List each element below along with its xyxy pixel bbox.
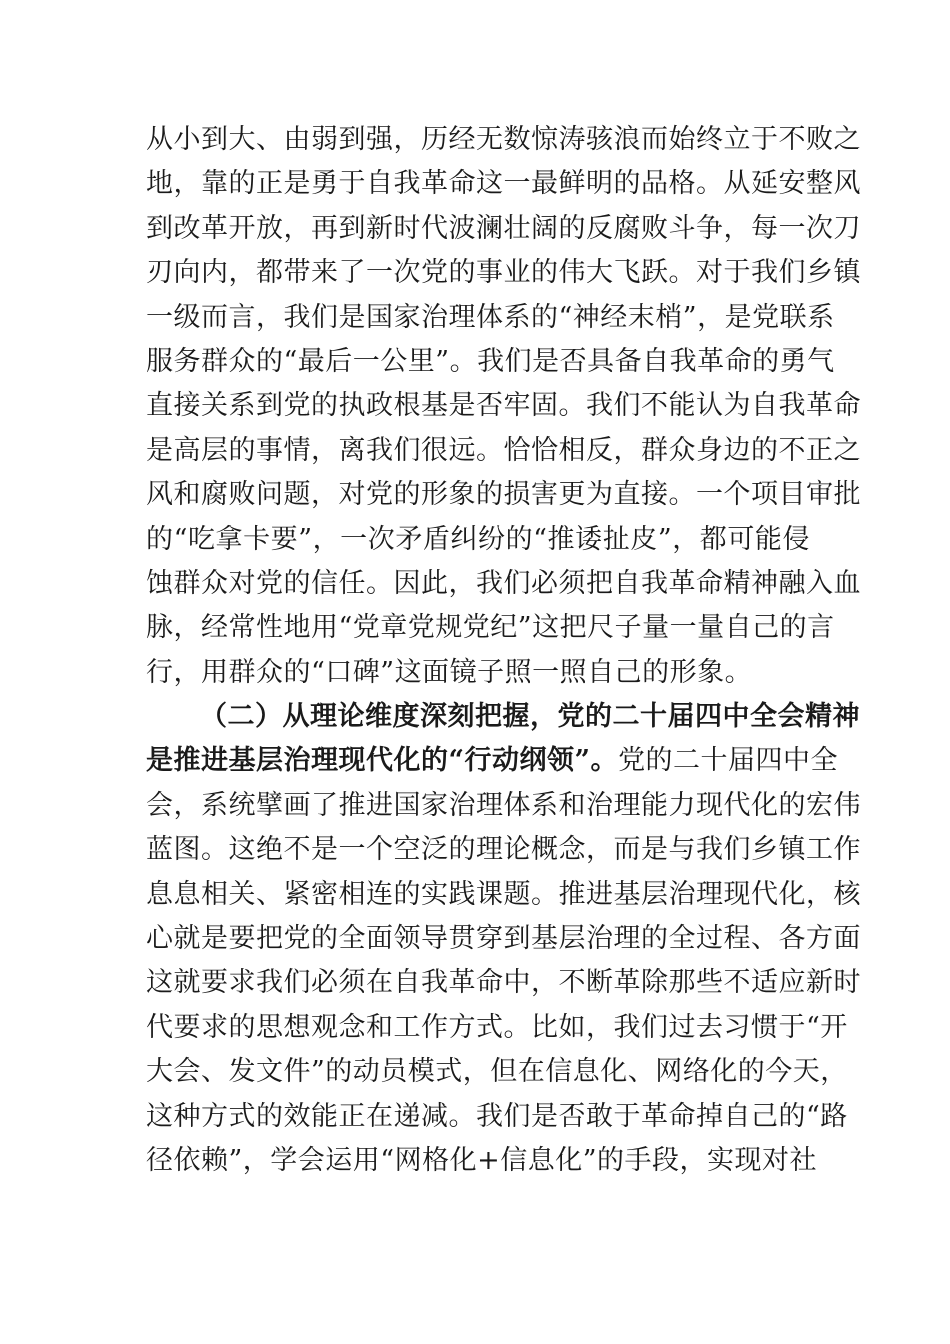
section-heading-continuation: 是推进基层治理现代化的“行动纲领”。: [146, 745, 619, 777]
text-line: 的“吃拿卡要”，一次矛盾纠纷的“推诿扯皮”，都可能侵: [146, 523, 810, 555]
text-line: 脉，经常性地用“党章党规党纪”这把尺子量一量自己的言: [146, 612, 835, 644]
text-line: 从小到大、由弱到强，历经无数惊涛骇浪而始终立于不败之: [146, 124, 861, 155]
text-line: 代要求的思想观念和工作方式。比如，我们过去习惯于“开: [146, 1011, 848, 1043]
text-line: 风和腐败问题，对党的形象的损害更为直接。一个项目审批: [146, 479, 861, 511]
text-line: 刃向内，都带来了一次党的事业的伟大飞跃。对于我们乡镇: [146, 257, 861, 289]
text-line-rest: 党的二十届四中全: [618, 745, 839, 777]
text-line: 直接关系到党的执政根基是否牢固。我们不能认为自我革命: [146, 390, 861, 422]
text-line: 一级而言，我们是国家治理体系的“神经末梢”，是党联系: [146, 301, 835, 333]
text-line: 是高层的事情，离我们很远。恰恰相反，群众身边的不正之: [146, 434, 861, 466]
text-line: 这就要求我们必须在自我革命中，不断革除那些不适应新时: [146, 967, 861, 999]
text-line: 蓝图。这绝不是一个空泛的理论概念，而是与我们乡镇工作: [146, 834, 861, 866]
text-line: 服务群众的“最后一公里”。我们是否具备自我革命的勇气: [146, 345, 835, 377]
text-line: [146, 739, 839, 783]
text-line: 息息相关、紧密相连的实践课题。推进基层治理现代化，核: [146, 878, 861, 910]
text-line: 到改革开放，再到新时代波澜壮阔的反腐败斗争，每一次刀: [146, 212, 861, 244]
section-heading: （二）从理论维度深刻把握，党的二十届四中全会精神: [200, 701, 860, 733]
text-line: 大会、发文件”的动员模式，但在信息化、网络化的今天，: [146, 1056, 848, 1088]
text-line: 会，系统擘画了推进国家治理体系和治理能力现代化的宏伟: [146, 789, 861, 821]
paragraph-1: [146, 118, 861, 695]
text-line: 心就是要把党的全面领导贯穿到基层治理的全过程、各方面: [146, 923, 861, 955]
document-body: [146, 118, 861, 1183]
paragraph-2: [146, 695, 861, 1183]
text-line: 径依赖”，学会运用“网格化+信息化”的手段，实现对社: [146, 1144, 818, 1176]
text-line: 这种方式的效能正在递减。我们是否敢于革命掉自己的“路: [146, 1100, 848, 1132]
text-line: 行，用群众的“口碑”这面镜子照一照自己的形象。: [146, 656, 753, 688]
text-line: 蚀群众对党的信任。因此，我们必须把自我革命精神融入血: [146, 567, 861, 599]
text-line: 地，靠的正是勇于自我革命这一最鲜明的品格。从延安整风: [146, 168, 861, 200]
